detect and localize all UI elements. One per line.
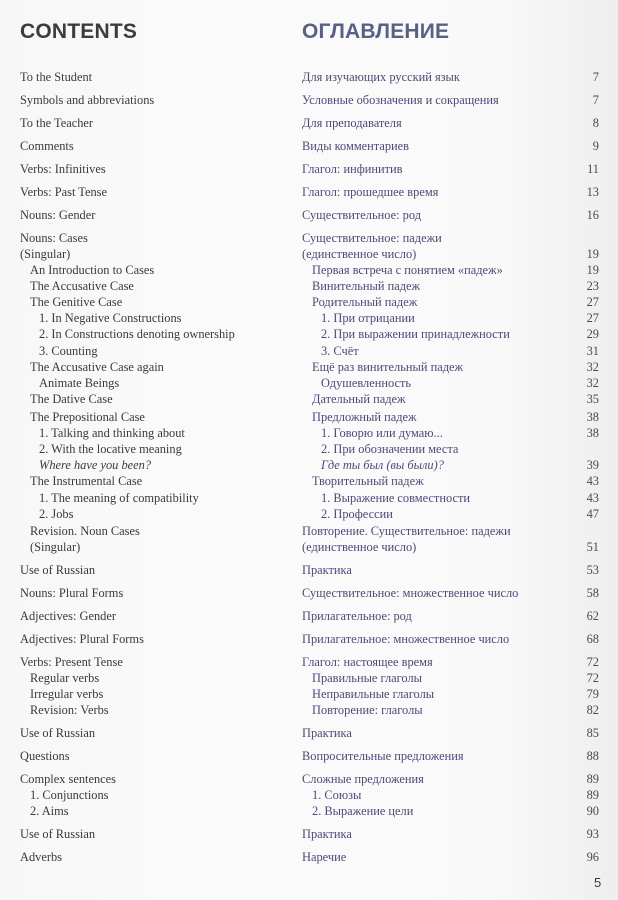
toc-entry-ru: [302, 787, 599, 803]
toc-entry-page-number: 82: [586, 703, 599, 717]
toc-entry-page-number: 90: [586, 804, 599, 818]
toc-entry-ru: [302, 310, 599, 326]
toc-entry-page-number: 7: [592, 70, 599, 84]
toc-entry-en: Nouns: Gender: [20, 208, 96, 222]
toc-entry-title: Существительное: падежи: [302, 231, 442, 245]
toc-entry-ru: [302, 207, 599, 223]
toc-entry-ru: [302, 343, 599, 359]
toc-entry-en: 3. Counting: [39, 344, 98, 358]
toc-entry-ru: [302, 246, 599, 262]
toc-entry-en: Adjectives: Gender: [20, 609, 116, 623]
contents-heading-en: CONTENTS: [20, 20, 138, 43]
toc-entry-page-number: 35: [586, 392, 599, 406]
toc-entry-en: (Singular): [20, 247, 71, 261]
toc-entry-page-number: 32: [586, 376, 599, 390]
toc-entry-title: Где ты был (вы были)?: [321, 458, 444, 472]
toc-entry-page-number: 93: [586, 827, 599, 841]
toc-entry-en: To the Student: [20, 70, 93, 84]
toc-entry-ru: [302, 441, 599, 457]
toc-entry-ru: [302, 473, 599, 489]
page-number: 5: [594, 875, 602, 890]
toc-entry-ru: [302, 849, 599, 865]
toc-entry-title: Повторение. Существительное: падежи: [302, 524, 511, 538]
toc-entry-ru: [302, 409, 599, 425]
toc-entry-ru: [302, 138, 599, 154]
toc-entry-page-number: 38: [586, 426, 599, 440]
toc-entry-title: 2. При выражении принадлежности: [321, 327, 510, 341]
toc-entry-title: Сложные предложения: [302, 772, 424, 786]
toc-entry-page-number: 7: [592, 93, 599, 107]
toc-entry-title: Глагол: прошедшее время: [302, 185, 439, 199]
toc-entry-en: Verbs: Past Tense: [20, 185, 108, 199]
toc-entry-en: The Genitive Case: [30, 295, 123, 309]
toc-entry-title: 2. При обозначении места: [321, 442, 459, 456]
toc-entry-page-number: 51: [586, 540, 599, 554]
toc-entry-en: Irregular verbs: [30, 687, 104, 701]
toc-entry-page-number: 85: [586, 726, 599, 740]
toc-entry-page-number: 88: [586, 749, 599, 763]
toc-entry-title: 1. Выражение совместности: [321, 491, 471, 505]
toc-entry-page-number: 27: [586, 295, 599, 309]
toc-entry-en: The Instrumental Case: [30, 474, 143, 488]
toc-entry-title: Ещё раз винительный падеж: [312, 360, 464, 374]
toc-entry-page-number: 89: [586, 772, 599, 786]
toc-entry-en: Verbs: Present Tense: [20, 655, 123, 669]
toc-entry-ru: [302, 294, 599, 310]
toc-entry-en: The Prepositional Case: [30, 410, 145, 424]
toc-entry-en: Nouns: Plural Forms: [20, 586, 124, 600]
toc-entry-title: 3. Счёт: [321, 344, 359, 358]
toc-entry-en: Animate Beings: [39, 376, 120, 390]
toc-entry-ru: [302, 115, 599, 131]
toc-entry-en: To the Teacher: [20, 116, 94, 130]
toc-entry-ru: [302, 631, 599, 647]
toc-entry-page-number: 13: [586, 185, 599, 199]
toc-entry-en: Use of Russian: [20, 563, 96, 577]
toc-entry-en: 2. With the locative meaning: [39, 442, 182, 456]
toc-entry-en: The Dative Case: [30, 392, 113, 406]
toc-entry-title: Глагол: настоящее время: [302, 655, 433, 669]
toc-entry-en: Verbs: Infinitives: [20, 162, 106, 176]
toc-entry-title: Дательный падеж: [312, 392, 406, 406]
toc-entry-ru: [302, 92, 599, 108]
toc-entry-page-number: 39: [586, 458, 599, 472]
toc-entry-title: Практика: [302, 827, 352, 841]
toc-entry-ru: [302, 278, 599, 294]
toc-entry-page-number: 96: [586, 850, 599, 864]
toc-entry-en: An Introduction to Cases: [30, 263, 155, 277]
toc-entry-page-number: 32: [586, 360, 599, 374]
toc-entry-ru: [302, 230, 599, 246]
toc-entry-title: Неправильные глаголы: [312, 687, 435, 701]
toc-entry-ru: [302, 457, 599, 473]
toc-entry-ru: [302, 161, 599, 177]
toc-entry-ru: [302, 654, 599, 670]
toc-entry-page-number: 11: [587, 162, 599, 176]
toc-entry-en: The Accusative Case: [30, 279, 134, 293]
toc-entry-ru: [302, 326, 599, 342]
toc-entry-en: Revision. Noun Cases: [30, 524, 140, 538]
toc-entry-ru: [302, 562, 599, 578]
toc-entry-en: Where have you been?: [39, 458, 152, 472]
toc-entry-title: Практика: [302, 726, 352, 740]
toc-entry-title: Глагол: инфинитив: [302, 162, 403, 176]
toc-entry-page-number: 8: [592, 116, 599, 130]
toc-entry-title: Винительный падеж: [312, 279, 421, 293]
toc-entry-page-number: 31: [586, 344, 599, 358]
toc-entry-title: Наречие: [302, 850, 347, 864]
contents-heading-ru: ОГЛАВЛЕНИЕ: [302, 20, 450, 43]
toc-entry-en: Nouns: Cases: [20, 231, 88, 245]
toc-entry-en: Use of Russian: [20, 726, 96, 740]
toc-entry-page-number: 27: [586, 311, 599, 325]
toc-entry-en: 2. Jobs: [39, 507, 74, 521]
toc-entry-title: Для преподавателя: [302, 116, 402, 130]
toc-entry-ru: [302, 748, 599, 764]
toc-entry-ru: [302, 608, 599, 624]
toc-entry-en: Comments: [20, 139, 74, 153]
toc-entry-ru: [302, 262, 599, 278]
toc-entry-ru: [302, 69, 599, 85]
toc-entry-en: Questions: [20, 749, 70, 763]
toc-entry-page-number: 19: [586, 247, 599, 261]
toc-entry-page-number: 16: [586, 208, 599, 222]
toc-entry-en: (Singular): [30, 540, 81, 554]
toc-entry-page-number: 47: [586, 507, 599, 521]
toc-entry-title: Правильные глаголы: [312, 671, 422, 685]
toc-entry-en: Complex sentences: [20, 772, 117, 786]
toc-entry-ru: [302, 523, 599, 539]
toc-entry-title: Предложный падеж: [312, 410, 417, 424]
toc-entry-ru: [302, 375, 599, 391]
toc-entry-ru: [302, 425, 599, 441]
toc-entry-page-number: 62: [586, 609, 599, 623]
toc-entry-page-number: 43: [586, 491, 599, 505]
toc-entry-page-number: 79: [586, 687, 599, 701]
toc-entry-ru: [302, 490, 599, 506]
toc-entry-ru: [302, 585, 599, 601]
toc-entry-en: The Accusative Case again: [30, 360, 164, 374]
toc-entry-ru: [302, 184, 599, 200]
toc-entry-ru: [302, 686, 599, 702]
toc-entry-ru: [302, 771, 599, 787]
toc-entry-title: Условные обозначения и сокращения: [302, 93, 499, 107]
toc-entry-title: Прилагательное: род: [302, 609, 412, 623]
toc-entry-title: 2. Выражение цели: [312, 804, 414, 818]
toc-entry-page-number: 38: [586, 410, 599, 424]
toc-entry-title: 1. Говорю или думаю...: [321, 426, 443, 440]
toc-entry-title: Родительный падеж: [312, 295, 418, 309]
toc-entry-page-number: 58: [586, 586, 599, 600]
toc-entry-page-number: 68: [586, 632, 599, 646]
toc-entry-en: Use of Russian: [20, 827, 96, 841]
toc-entry-title: Для изучающих русский язык: [302, 70, 460, 84]
toc-entry-title: (единственное число): [302, 540, 417, 554]
toc-entry-en: 1. The meaning of compatibility: [39, 491, 199, 505]
toc-entry-en: Revision: Verbs: [30, 703, 109, 717]
toc-entry-title: Виды комментариев: [302, 139, 410, 153]
toc-entry-title: Существительное: множественное число: [302, 586, 519, 600]
toc-entry-page-number: 19: [586, 263, 599, 277]
toc-entry-page-number: 43: [586, 474, 599, 488]
toc-entry-ru: [302, 670, 599, 686]
toc-entry-en: 1. In Negative Constructions: [39, 311, 182, 325]
toc-entry-page-number: 29: [586, 327, 599, 341]
toc-entry-ru: [302, 826, 599, 842]
toc-entry-title: Творительный падеж: [312, 474, 424, 488]
toc-entry-title: 1. При отрицании: [321, 311, 415, 325]
toc-entry-ru: [302, 391, 599, 407]
toc-entry-ru: [302, 359, 599, 375]
toc-entry-en: 2. In Constructions denoting ownership: [39, 327, 235, 341]
toc-entry-title: Практика: [302, 563, 352, 577]
toc-entry-title: Прилагательное: множественное число: [302, 632, 510, 646]
toc-entry-en: Symbols and abbreviations: [20, 93, 155, 107]
toc-entry-en: 1. Conjunctions: [30, 788, 109, 802]
toc-entry-title: Одушевленность: [321, 376, 412, 390]
toc-entry-en: Adverbs: [20, 850, 62, 864]
toc-entry-en: 1. Talking and thinking about: [39, 426, 185, 440]
toc-entry-title: 2. Профессии: [321, 507, 393, 521]
toc-entry-en: Regular verbs: [30, 671, 100, 685]
toc-entry-title: Повторение: глаголы: [312, 703, 423, 717]
toc-entry-en: 2. Aims: [30, 804, 69, 818]
toc-entry-ru: [302, 725, 599, 741]
toc-entry-ru: [302, 539, 599, 555]
toc-entry-page-number: 89: [586, 788, 599, 802]
toc-entry-page-number: 9: [592, 139, 599, 153]
toc-entry-ru: [302, 702, 599, 718]
toc-entry-title: 1. Союзы: [312, 788, 362, 802]
toc-entry-page-number: 53: [586, 563, 599, 577]
toc-entry-title: (единственное число): [302, 247, 417, 261]
toc-entry-page-number: 72: [586, 655, 599, 669]
toc-entry-en: Adjectives: Plural Forms: [20, 632, 144, 646]
toc-entry-page-number: 23: [586, 279, 599, 293]
toc-entry-page-number: 72: [586, 671, 599, 685]
toc-entry-title: Вопросительные предложения: [302, 749, 464, 763]
toc-entry-title: Существительное: род: [302, 208, 421, 222]
toc-entry-title: Первая встреча с понятием «падеж»: [312, 263, 503, 277]
toc-entry-ru: [302, 803, 599, 819]
toc-entry-ru: [302, 506, 599, 522]
